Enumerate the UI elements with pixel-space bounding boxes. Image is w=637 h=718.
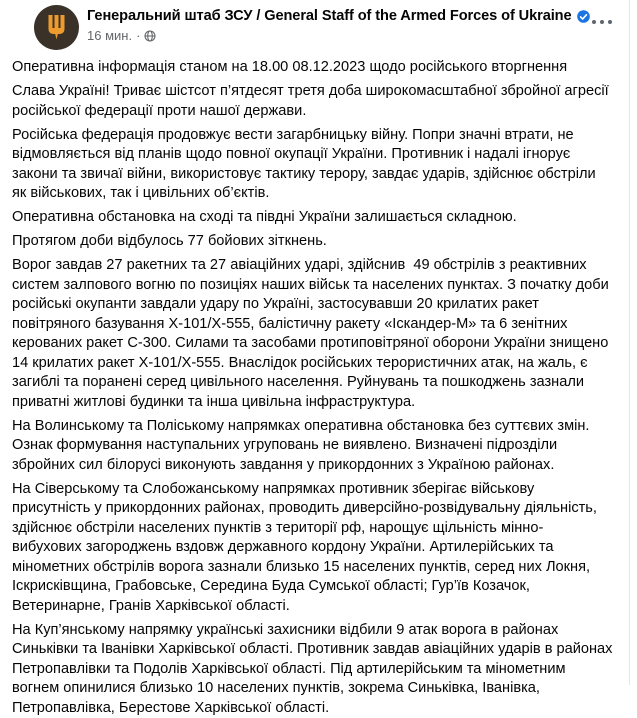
globe-icon — [144, 30, 156, 42]
post-paragraph: Протягом доби відбулось 77 бойових зіткнень. — [12, 232, 613, 252]
post-paragraph: Слава Україні! Триває шістсот п’ятдесят третя доба широкомасштабної збройної агресії російської федерації проти нашої держави. — [12, 82, 613, 121]
trident-logo-icon — [46, 15, 67, 41]
ellipsis-dot — [608, 20, 612, 24]
ellipsis-dot — [592, 20, 596, 24]
meta-separator: · — [136, 28, 140, 43]
post-paragraph: На Куп’янському напрямку українські захисники відбили 9 атак ворога в районах Синьківки та Іванівки Харківської області. Противник завдав авіаційних ударів в районах Петропавлівки та Подолів Харківської області. Під артилерійським та мінометним вогнем опинилися близько 10 населених пунктів, зокрема Синьківка, Іванівка, Петропавлівка, Берестове Харківської області. — [12, 621, 613, 718]
post-paragraph: Російська федерація продовжує вести загарбницьку війну. Попри значні втрати, не відмовляється від планів щодо повної окупації України. Противник і надалі ігнорує закони та звичаї війни, використовує тактику терору, завдає ударів, здійснює обстріли як військових, так і цивільних об’єктів. — [12, 126, 613, 204]
more-options-button[interactable] — [586, 12, 618, 32]
post-paragraph: Оперативна інформація станом на 18.00 08.12.2023 щодо російського вторгнення — [12, 58, 613, 78]
ellipsis-dot — [600, 20, 604, 24]
post-paragraph: Ворог завдав 27 ракетних та 27 авіаційних ударі, здійснив 49 обстрілів з реактивних систем залпового вогню по позиціях наших військ та населених пунктах. З початку доби російські окупанти завдали удару по Україні, застосувавши 20 крилатих ракет повітряного базування Х-101/Х-555, балістичну ракету «Іскандер-М» та 6 зенітних керованих ракет С-300. Силами та засобами протиповітряної оборони України знищено 14 крилатих ракет Х-101/Х-555. Внаслідок російських терористичних атак, на жаль, є загиблі та поранені серед цивільного населення. Руйнувань та пошкоджень зазнали приватні житлові будинки та інша цивільна інфраструктура. — [12, 256, 613, 412]
post-timestamp[interactable]: 16 мин. — [87, 28, 132, 43]
feed-column-border — [629, 0, 630, 685]
page-name-link[interactable]: Генеральний штаб ЗСУ / General Staff of the Armed Forces of Ukraine — [87, 8, 572, 24]
page-avatar[interactable] — [34, 5, 79, 50]
post-paragraph: Оперативна обстановка на сході та півдні України залишається складною. — [12, 208, 613, 228]
post-paragraph: На Сіверському та Слобожанському напрямках противник зберігає військову присутність у прикордонних районах, проводить диверсійно-розвідувальну діяльність, здійснює обстріли населених пунктів з території рф, нарощує щільність мінно-вибухових загороджень вздовж державного кордону України. Артилерійських та мінометних обстрілів ворога зазнали близько 15 населених пунктів, серед них Локня, Іскрисківщина, Грабовське, Середина Буда Сумської області; Гур’їв Козачок, Ветеринарне, Гранів Харківської області. — [12, 480, 613, 617]
post-paragraph: На Волинському та Поліському напрямках оперативна обстановка без суттєвих змін. Ознак формування наступальних угруповань не виявлено. Визначені підрозділи збройних сил білорусі виконують завдання у прикордонних з Україною районах. — [12, 417, 613, 476]
post-header-text — [87, 8, 590, 43]
post-content — [0, 56, 637, 718]
post-meta — [87, 28, 590, 43]
post-header — [0, 0, 637, 56]
